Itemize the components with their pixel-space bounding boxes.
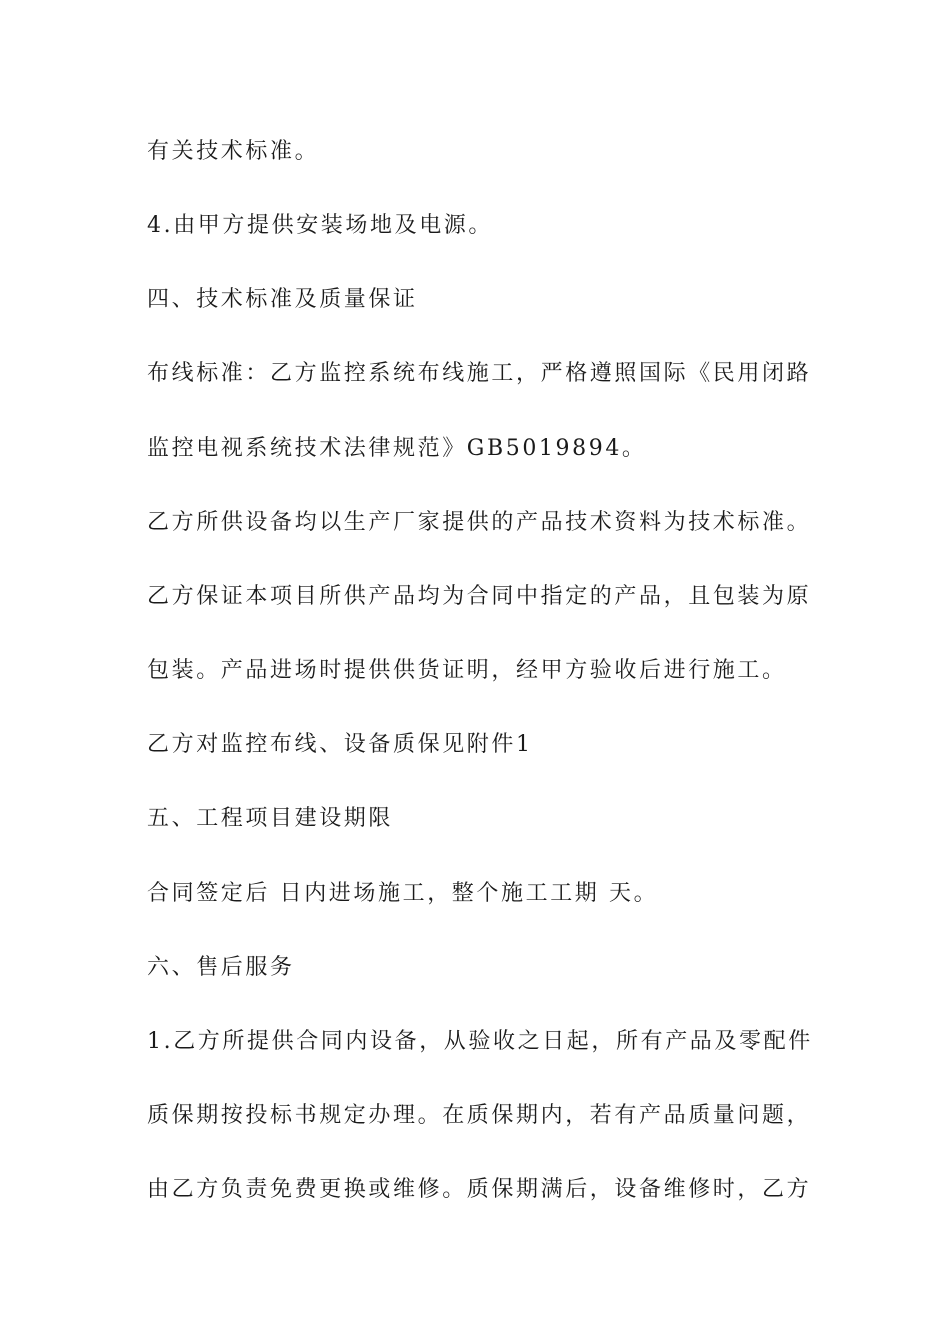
- text-line: 布线标准：乙方监控系统布线施工，严格遵照国际《民用闭路: [147, 361, 812, 386]
- text-line: 监控电视系统技术法律规范》GB5019894。: [147, 436, 647, 461]
- text-line: 包装。产品进场时提供供货证明，经甲方验收后进行施工。: [147, 658, 787, 683]
- text-line: 有关技术标准。: [147, 139, 320, 164]
- text-line: 由乙方负责免费更换或维修。质保期满后，设备维修时，乙方: [147, 1177, 812, 1202]
- text-line: 质保期按投标书规定办理。在质保期内，若有产品质量问题，: [147, 1103, 812, 1128]
- section-heading-technical-standards: 四、技术标准及质量保证: [147, 287, 418, 312]
- text-line: 乙方所供设备均以生产厂家提供的产品技术资料为技术标准。: [147, 510, 812, 535]
- text-line: 乙方保证本项目所供产品均为合同中指定的产品，且包装为原: [147, 584, 812, 609]
- text-line: 1.乙方所提供合同内设备，从验收之日起，所有产品及零配件: [147, 1029, 813, 1054]
- text-line: 4.由甲方提供安装场地及电源。: [147, 213, 493, 238]
- text-line: 合同签定后 日内进场施工，整个施工工期 天。: [147, 881, 659, 906]
- section-heading-after-sales-service: 六、售后服务: [147, 955, 295, 980]
- text-line: 乙方对监控布线、设备质保见附件1: [147, 732, 533, 757]
- section-heading-construction-period: 五、工程项目建设期限: [147, 806, 394, 831]
